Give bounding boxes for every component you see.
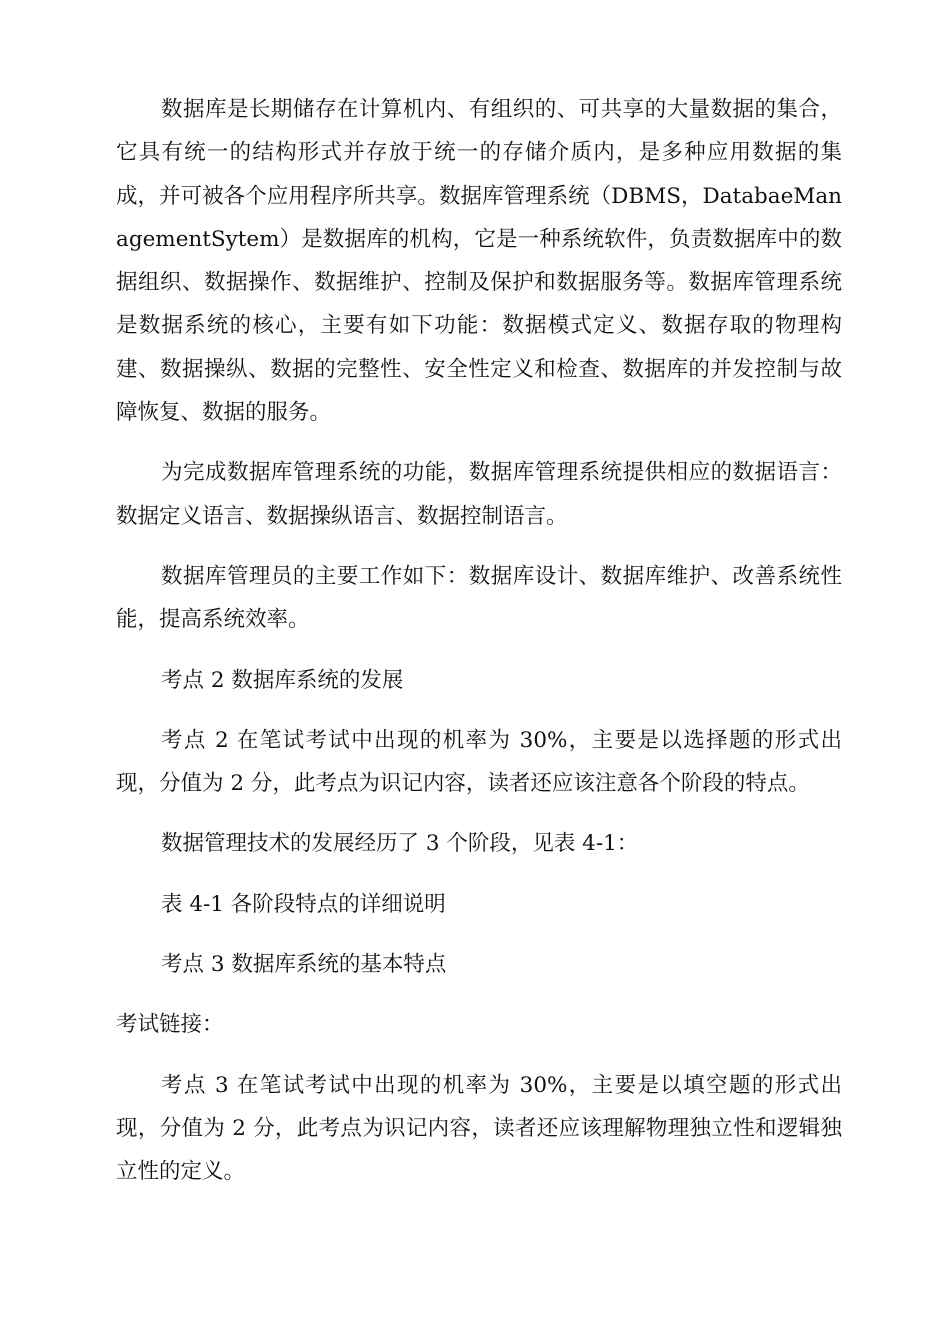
paragraph-dba-duties: 数据库管理员的主要工作如下：数据库设计、数据库维护、改善系统性能，提高系统效率。 [116,563,842,633]
exam-link-label: 考试链接： [116,1012,224,1038]
paragraph-data-languages: 为完成数据库管理系统的功能，数据库管理系统提供相应的数据语言：数据定义语言、数据操纵语言、数据控制语言。 [116,460,842,529]
document-page [116,88,842,1211]
paragraph-point-2-exam: 考点 2 在笔试考试中出现的机率为 30%，主要是以选择题的形式出现，分值为 2 分，此考点为识记内容，读者还应该注意各个阶段的特点。 [116,727,842,797]
paragraph-dbms-definition: 数据库是长期储存在计算机内、有组织的、可共享的大量数据的集合，它具有统一的结构形式并存放于统一的存储介质内，是多种应用数据的集成，并可被各个应用程序所共享。数据库管理系统（DBMS，DatabaeManagementSytem）是数据库的机构，它是一种系统软件，负责数据库中的数据组织、数据操作、数据维护、控制及保护和数据服务等。数据库管理系统是数据系统的核心，主要有如下功能：数据模式定义、数据存取的物理构建、数据操纵、数据的完整性、安全性定义和检查、数据库的并发控制与故障恢复、数据的服务。 [116,97,842,426]
paragraph-point-3-exam: 考点 3 在笔试考试中出现的机率为 30%，主要是以填空题的形式出现，分值为 2 分，此考点为识记内容，读者还应该理解物理独立性和逻辑独立性的定义。 [116,1072,842,1185]
heading-point-2: 考点 2 数据库系统的发展 [161,667,404,693]
heading-point-3: 考点 3 数据库系统的基本特点 [161,952,447,978]
table-caption-4-1: 表 4-1 各阶段特点的详细说明 [161,891,446,917]
paragraph-stages: 数据管理技术的发展经历了 3 个阶段，见表 4-1： [161,831,639,857]
